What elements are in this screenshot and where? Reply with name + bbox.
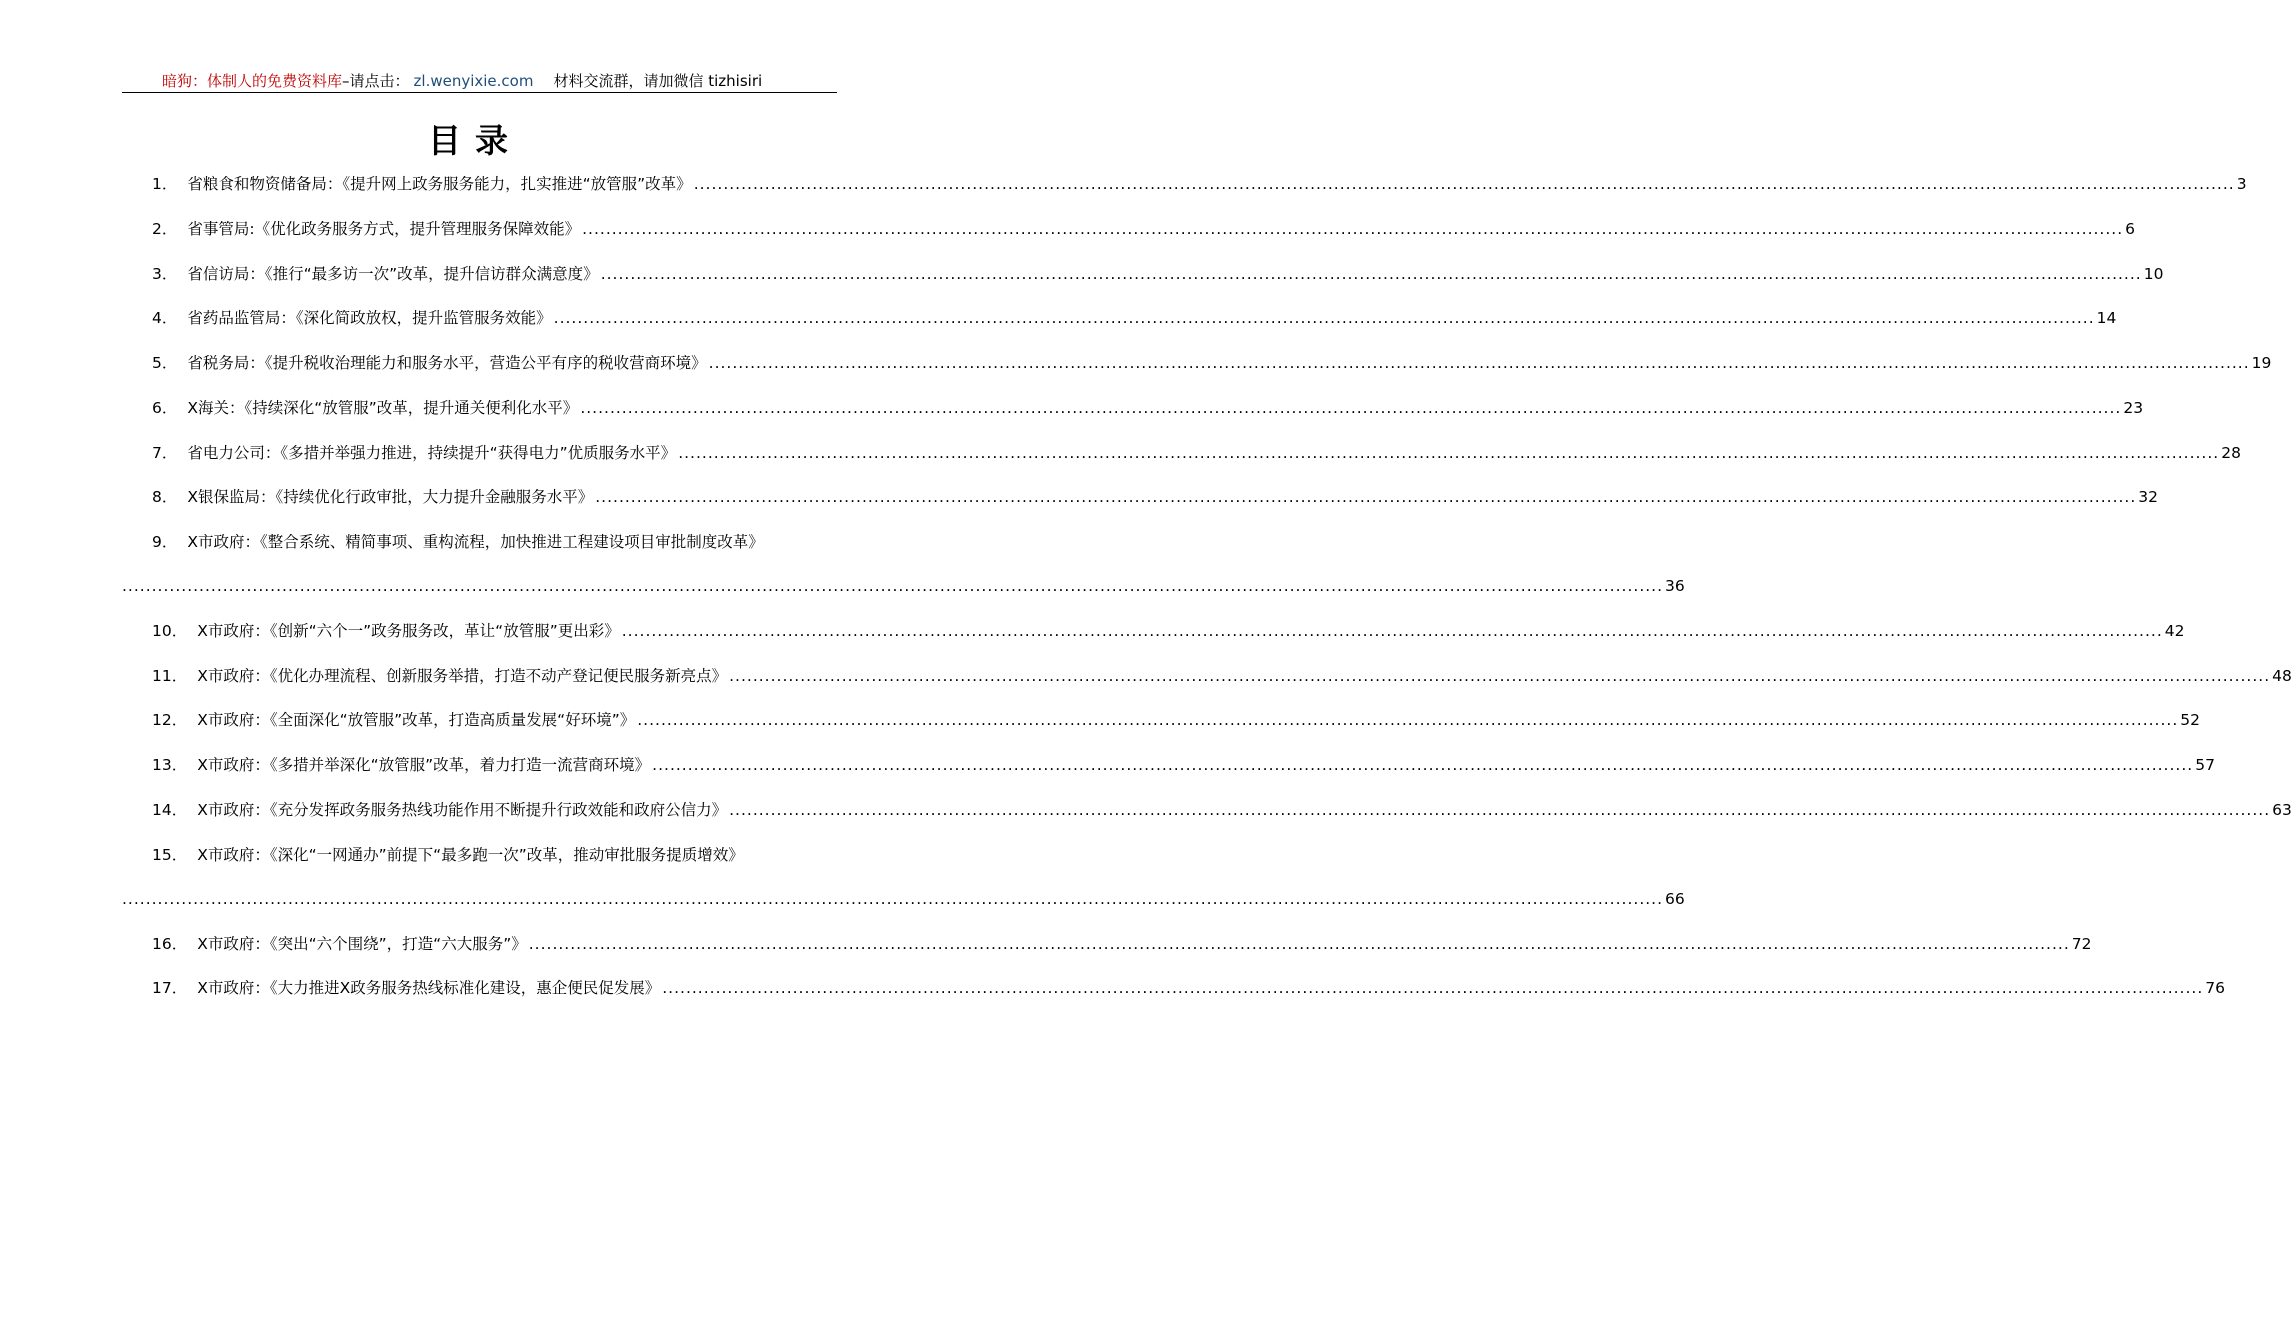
toc-item[interactable] — [122, 843, 837, 867]
toc-item-page: 76 — [2205, 979, 2225, 997]
header-link[interactable]: zl.wenyixie.com — [413, 72, 534, 90]
toc-item-number: 4． — [152, 309, 178, 327]
toc-item-title: X海关：《持续深化“放管服”改革，提升通关便利化水平》 — [187, 399, 579, 417]
toc-item[interactable] — [122, 351, 2272, 375]
toc-item[interactable] — [122, 798, 2292, 822]
toc-item[interactable] — [122, 172, 2247, 196]
toc-item[interactable] — [122, 262, 2164, 286]
toc-item[interactable] — [122, 708, 2200, 732]
toc-leader-dots: .................................................................................................................................................................................................................................................................... — [729, 801, 2271, 819]
toc-item-number: 11． — [152, 667, 188, 685]
toc-item[interactable] — [122, 217, 2136, 241]
toc-item-number: 13． — [152, 756, 188, 774]
header-brand: 暗狗：体制人的免费资料库 — [162, 72, 343, 90]
toc-leader-dots: .................................................................................................................................................................................................................................................................... — [652, 756, 2194, 774]
toc-item-page: 14 — [2096, 309, 2117, 327]
toc-leader-dots: .................................................................................................................................................................................................................................................................... — [582, 220, 2124, 238]
toc-item-title: 省税务局：《提升税收治理能力和服务水平，营造公平有序的税收营商环境》 — [187, 354, 707, 372]
toc-leader-dots: .................................................................................................................................................................................................................................................................... — [729, 667, 2271, 685]
toc-item-page: 57 — [2195, 756, 2215, 774]
toc-item-continuation — [122, 574, 1685, 598]
toc-item-number: 15． — [152, 846, 188, 864]
toc-item-page: 10 — [2143, 265, 2164, 283]
toc-item-title: X市政府：《充分发挥政务服务热线功能作用不断提升行政效能和政府公信力》 — [197, 801, 728, 819]
toc-item[interactable] — [122, 664, 2292, 688]
toc-item-title: X市政府：《优化办理流程、创新服务举措，打造不动产登记便民服务新亮点》 — [197, 667, 728, 685]
toc-item-number: 17． — [152, 979, 188, 997]
toc-item-title: 省事管局:《优化政务服务方式，提升管理服务保障效能》 — [187, 220, 581, 238]
toc-item-page: 19 — [2251, 354, 2272, 372]
toc-leader-dots: .................................................................................................................................................................................................................................................................... — [122, 890, 1664, 908]
toc-item[interactable] — [122, 441, 2241, 465]
toc-item-number: 6． — [152, 399, 178, 417]
toc-item[interactable] — [122, 530, 837, 554]
toc-item-title: X市政府：《全面深化“放管服”改革，打造高质量发展“好环境”》 — [197, 711, 636, 729]
page-title: 目录 — [428, 121, 522, 160]
toc-item-number: 10． — [152, 622, 188, 640]
toc-item-page: 6 — [2125, 220, 2136, 238]
toc-item-title: X市政府：《多措并举深化“放管服”改革，着力打造一流营商环境》 — [197, 756, 651, 774]
header-contact: 材料交流群，请加微信 tizhisiri — [553, 72, 763, 90]
toc-item[interactable] — [122, 976, 2225, 1000]
toc-item-number: 5． — [152, 354, 178, 372]
toc-leader-dots: .................................................................................................................................................................................................................................................................... — [708, 354, 2250, 372]
toc-item-page: 52 — [2180, 711, 2200, 729]
toc-item-page: 48 — [2272, 667, 2292, 685]
toc-item-title: 省电力公司：《多措并举强力推进，持续提升“获得电力”优质服务水平》 — [187, 444, 677, 462]
toc-item-page: 42 — [2164, 622, 2185, 640]
toc-item[interactable] — [122, 932, 2092, 956]
toc-leader-dots: .................................................................................................................................................................................................................................................................... — [528, 935, 2070, 953]
toc-leader-dots: .................................................................................................................................................................................................................................................................... — [678, 444, 2220, 462]
toc-leader-dots: .................................................................................................................................................................................................................................................................... — [553, 309, 2095, 327]
toc-item-title: X市政府：《创新“六个一”政务服务改，革让“放管服”更出彩》 — [197, 622, 620, 640]
toc-item-number: 7． — [152, 444, 178, 462]
toc-leader-dots: .................................................................................................................................................................................................................................................................... — [662, 979, 2204, 997]
toc-item-page: 32 — [2138, 488, 2159, 506]
toc-item[interactable] — [122, 485, 2159, 509]
toc-item-title: X市政府：《深化“一网通办”前提下“最多跑一次”改革，推动审批服务提质增效》 — [197, 846, 744, 864]
toc-item-title: 省信访局：《推行“最多访一次”改革，提升信访群众满意度》 — [187, 265, 599, 283]
toc-item-number: 9． — [152, 533, 178, 551]
toc-item-page: 28 — [2221, 444, 2241, 462]
toc-leader-dots: .................................................................................................................................................................................................................................................................... — [122, 577, 1664, 595]
toc-item-number: 12． — [152, 711, 188, 729]
toc-item-number: 1． — [152, 175, 178, 193]
toc-item[interactable] — [122, 619, 2185, 643]
toc-leader-dots: .................................................................................................................................................................................................................................................................... — [600, 265, 2142, 283]
toc-item-page: 3 — [2236, 175, 2247, 193]
toc-item-page: 36 — [1665, 577, 1685, 595]
toc-item-continuation — [122, 887, 1685, 911]
toc-item-number: 14． — [152, 801, 188, 819]
toc-leader-dots: .................................................................................................................................................................................................................................................................... — [595, 488, 2137, 506]
header-click-prompt: –请点击： — [342, 72, 410, 90]
toc-item-page: 72 — [2071, 935, 2092, 953]
toc-item-title: 省粮食和物资储备局：《提升网上政务服务能力，扎实推进“放管服”改革》 — [187, 175, 692, 193]
toc-leader-dots: .................................................................................................................................................................................................................................................................... — [693, 175, 2235, 193]
toc-item-title: X市政府：《整合系统、精简事项、重构流程，加快推进工程建设项目审批制度改革》 — [187, 533, 764, 551]
toc-leader-dots: .................................................................................................................................................................................................................................................................... — [580, 399, 2122, 417]
toc-item[interactable] — [122, 396, 2144, 420]
toc-item-page: 23 — [2123, 399, 2144, 417]
toc-item[interactable] — [122, 306, 2117, 330]
toc-item-title: X市政府：《突出“六个围绕”，打造“六大服务”》 — [197, 935, 527, 953]
toc-item-title: X银保监局：《持续优化行政审批，大力提升金融服务水平》 — [187, 488, 594, 506]
toc-item-number: 2． — [152, 220, 178, 238]
toc-item-title: 省药品监管局：《深化简政放权，提升监管服务效能》 — [187, 309, 552, 327]
page-header — [122, 68, 837, 93]
toc-item[interactable] — [122, 753, 2215, 777]
toc-item-page: 66 — [1665, 890, 1685, 908]
toc-item-number: 16． — [152, 935, 188, 953]
toc-leader-dots: .................................................................................................................................................................................................................................................................... — [621, 622, 2163, 640]
toc-item-title: X市政府：《大力推进X政务服务热线标准化建设，惠企便民促发展》 — [197, 979, 661, 997]
toc-item-number: 3． — [152, 265, 178, 283]
toc-leader-dots: .................................................................................................................................................................................................................................................................... — [637, 711, 2179, 729]
toc-item-page: 63 — [2272, 801, 2292, 819]
toc-item-number: 8． — [152, 488, 178, 506]
